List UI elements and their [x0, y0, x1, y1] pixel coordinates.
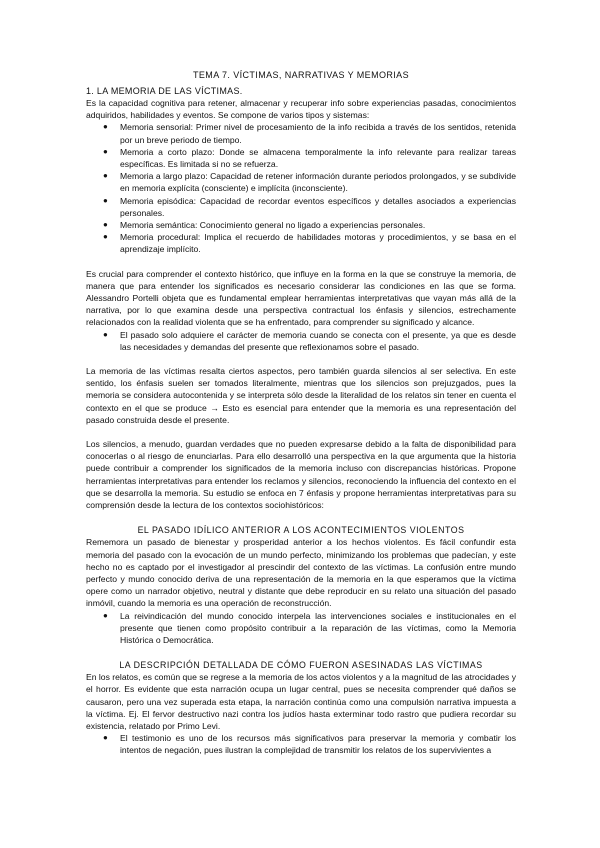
list-item: ● El testimonio es uno de los recursos más significativos para preservar la memoria y combatir los intentos de negación, pues ilustran la complejidad de transmitir los relatos de los supervivientes a	[103, 733, 516, 756]
bullet-icon: ●	[103, 610, 108, 620]
subheading-detailed-description: LA DESCRIPCIÓN DETALLADA DE CÓMO FUERON ASESINADAS LAS VÍCTIMAS	[119, 660, 483, 671]
bullet-icon: ●	[103, 171, 108, 181]
portelli-paragraph: Es crucial para comprender el contexto histórico, que influye en la forma en la que se construye la memoria, de manera que para entender los significados es necesario considerar las condiciones en las que se forma. Alessandro Portelli objeta que es fundamental emplear herramientas interpretativas que vayan más allá de la narrativa, por lo que examina desde una perspectiva contractual los énfasis y silencios, estrechamente relacionados con la realidad violenta que se ha enfrentado, para comprender su significado y alcance.	[86, 268, 516, 328]
document-title: TEMA 7. VÍCTIMAS, NARRATIVAS Y MEMORIAS	[193, 70, 409, 80]
detailed-description-paragraph: En los relatos, es común que se regrese a la memoria de los actos violentos y a la magnitud de las atrocidades y el horror. Es evidente que esta narración ocupa un lugar central, pues se necesita comprender qué daños se causaron, pero una vez superada esta etapa, la narración continúa como una compulsión narrativa impuesta a la víctima. Ej. El fervor destructivo nazi contra los judíos hasta exterminar todo rastro que pudiera recordar su existencia, relatado por Primo Levi.	[86, 672, 516, 731]
list-item: ● Memoria episódica: Capacidad de recordar eventos específicos y detalles asociados a experiencias personales.	[103, 195, 516, 218]
intro-paragraph: Es la capacidad cognitiva para retener, almacenar y recuperar info sobre experiencias pasadas, conocimientos adquiridos, habilidades y eventos. Se compone de varios tipos y sistemas:	[86, 98, 516, 121]
list-item: ● La reivindicación del mundo conocido interpela las intervenciones sociales e institucionales en el presente que tienen como propósito contribuir a la reparación de las víctimas, como la Memoria Histórica o Democrática.	[103, 610, 516, 645]
selective-memory-paragraph: La memoria de las víctimas resalta ciertos aspectos, pero también guarda silencios al ser selectiva. En este sentido, los énfasis suelen ser tomados literalmente, mientras que los silencios son prejuzgados, pues la memoria se considera autocontenida y se interpreta sólo desde la literalidad de los relatos sin tener en cuenta el contexto en el que se produce → Esto es esencial para entender que la memoria es una representación del pasado construida desde el presente.	[86, 366, 516, 425]
section-heading: 1. LA MEMORIA DE LAS VÍCTIMAS.	[86, 86, 243, 96]
list-item: ● El pasado solo adquiere el carácter de memoria cuando se conecta con el presente, ya que es desde las necesidades y demandas del presente que reflexionamos sobre el pasado.	[103, 329, 516, 352]
silences-paragraph: Los silencios, a menudo, guardan verdades que no pueden expresarse debido a la falta de disponibilidad para conocerlas o al riesgo de enunciarlas. Para ello desarrolló una perspectiva en la que argumenta que la historia puede contribuir a comprender los significados de la memoria incluso con discrepancias históricas. Propone herramientas interpretativas para entender los reclamos y silencios, reconociendo la influencia del contexto en el que se desarrolla la memoria. Su estudio se enfoca en 7 énfasis y propone herramientas interpretativas para su comprensión desde la lectura de los contextos sociohistóricos:	[86, 439, 516, 511]
list-item: ● Memoria a corto plazo: Donde se almacena temporalmente la info relevante para realizar tareas específicas. Es limitada si no se refuerza.	[103, 146, 516, 170]
list-item: ● Memoria a largo plazo: Capacidad de retener información durante periodos prolongados, y se subdivide en memoria explícita (consciente) e implícita (inconsciente).	[103, 171, 516, 194]
bullet-icon: ●	[103, 122, 108, 132]
bullet-icon: ●	[103, 220, 108, 230]
bullet-icon: ●	[103, 329, 108, 339]
bullet-icon: ●	[103, 733, 108, 743]
bullet-icon: ●	[103, 195, 108, 205]
document-page	[86, 70, 516, 757]
list-item: ● Memoria sensorial: Primer nivel de procesamiento de la info recibida a través de los sentidos, retenida por un breve periodo de tiempo.	[103, 122, 516, 145]
memory-types-list	[86, 121, 516, 255]
list-item: ● Memoria procedural: Implica el recuerdo de habilidades motoras y procedimientos, y se basa en el aprendizaje implícito.	[103, 232, 516, 255]
bullet-icon: ●	[103, 146, 108, 156]
subheading-idyllic-past: EL PASADO IDÍLICO ANTERIOR A LOS ACONTECIMIENTOS VIOLENTOS	[137, 525, 465, 536]
list-item: ● Memoria semántica: Conocimiento general no ligado a experiencias personales.	[103, 220, 426, 231]
idyllic-past-paragraph: Rememora un pasado de bienestar y prosperidad anterior a los hechos violentos. Es fácil confundir esta memoria del pasado con la evocación de un mundo perfecto, minimizando los problemas que padecían, y este hecho no es captado por el investigador al prescindir del contexto de las víctimas. La confusión entre mundo perfecto y mundo conocido deriva de una representación de la memoria en la que esperamos que la víctima opere como un narrador objetivo, neutral y distante que debe reproducir en su relato una situación del pasado inmóvil, cuando la memoria es una operación de reconstrucción.	[86, 537, 516, 609]
bullet-icon: ●	[103, 232, 108, 242]
